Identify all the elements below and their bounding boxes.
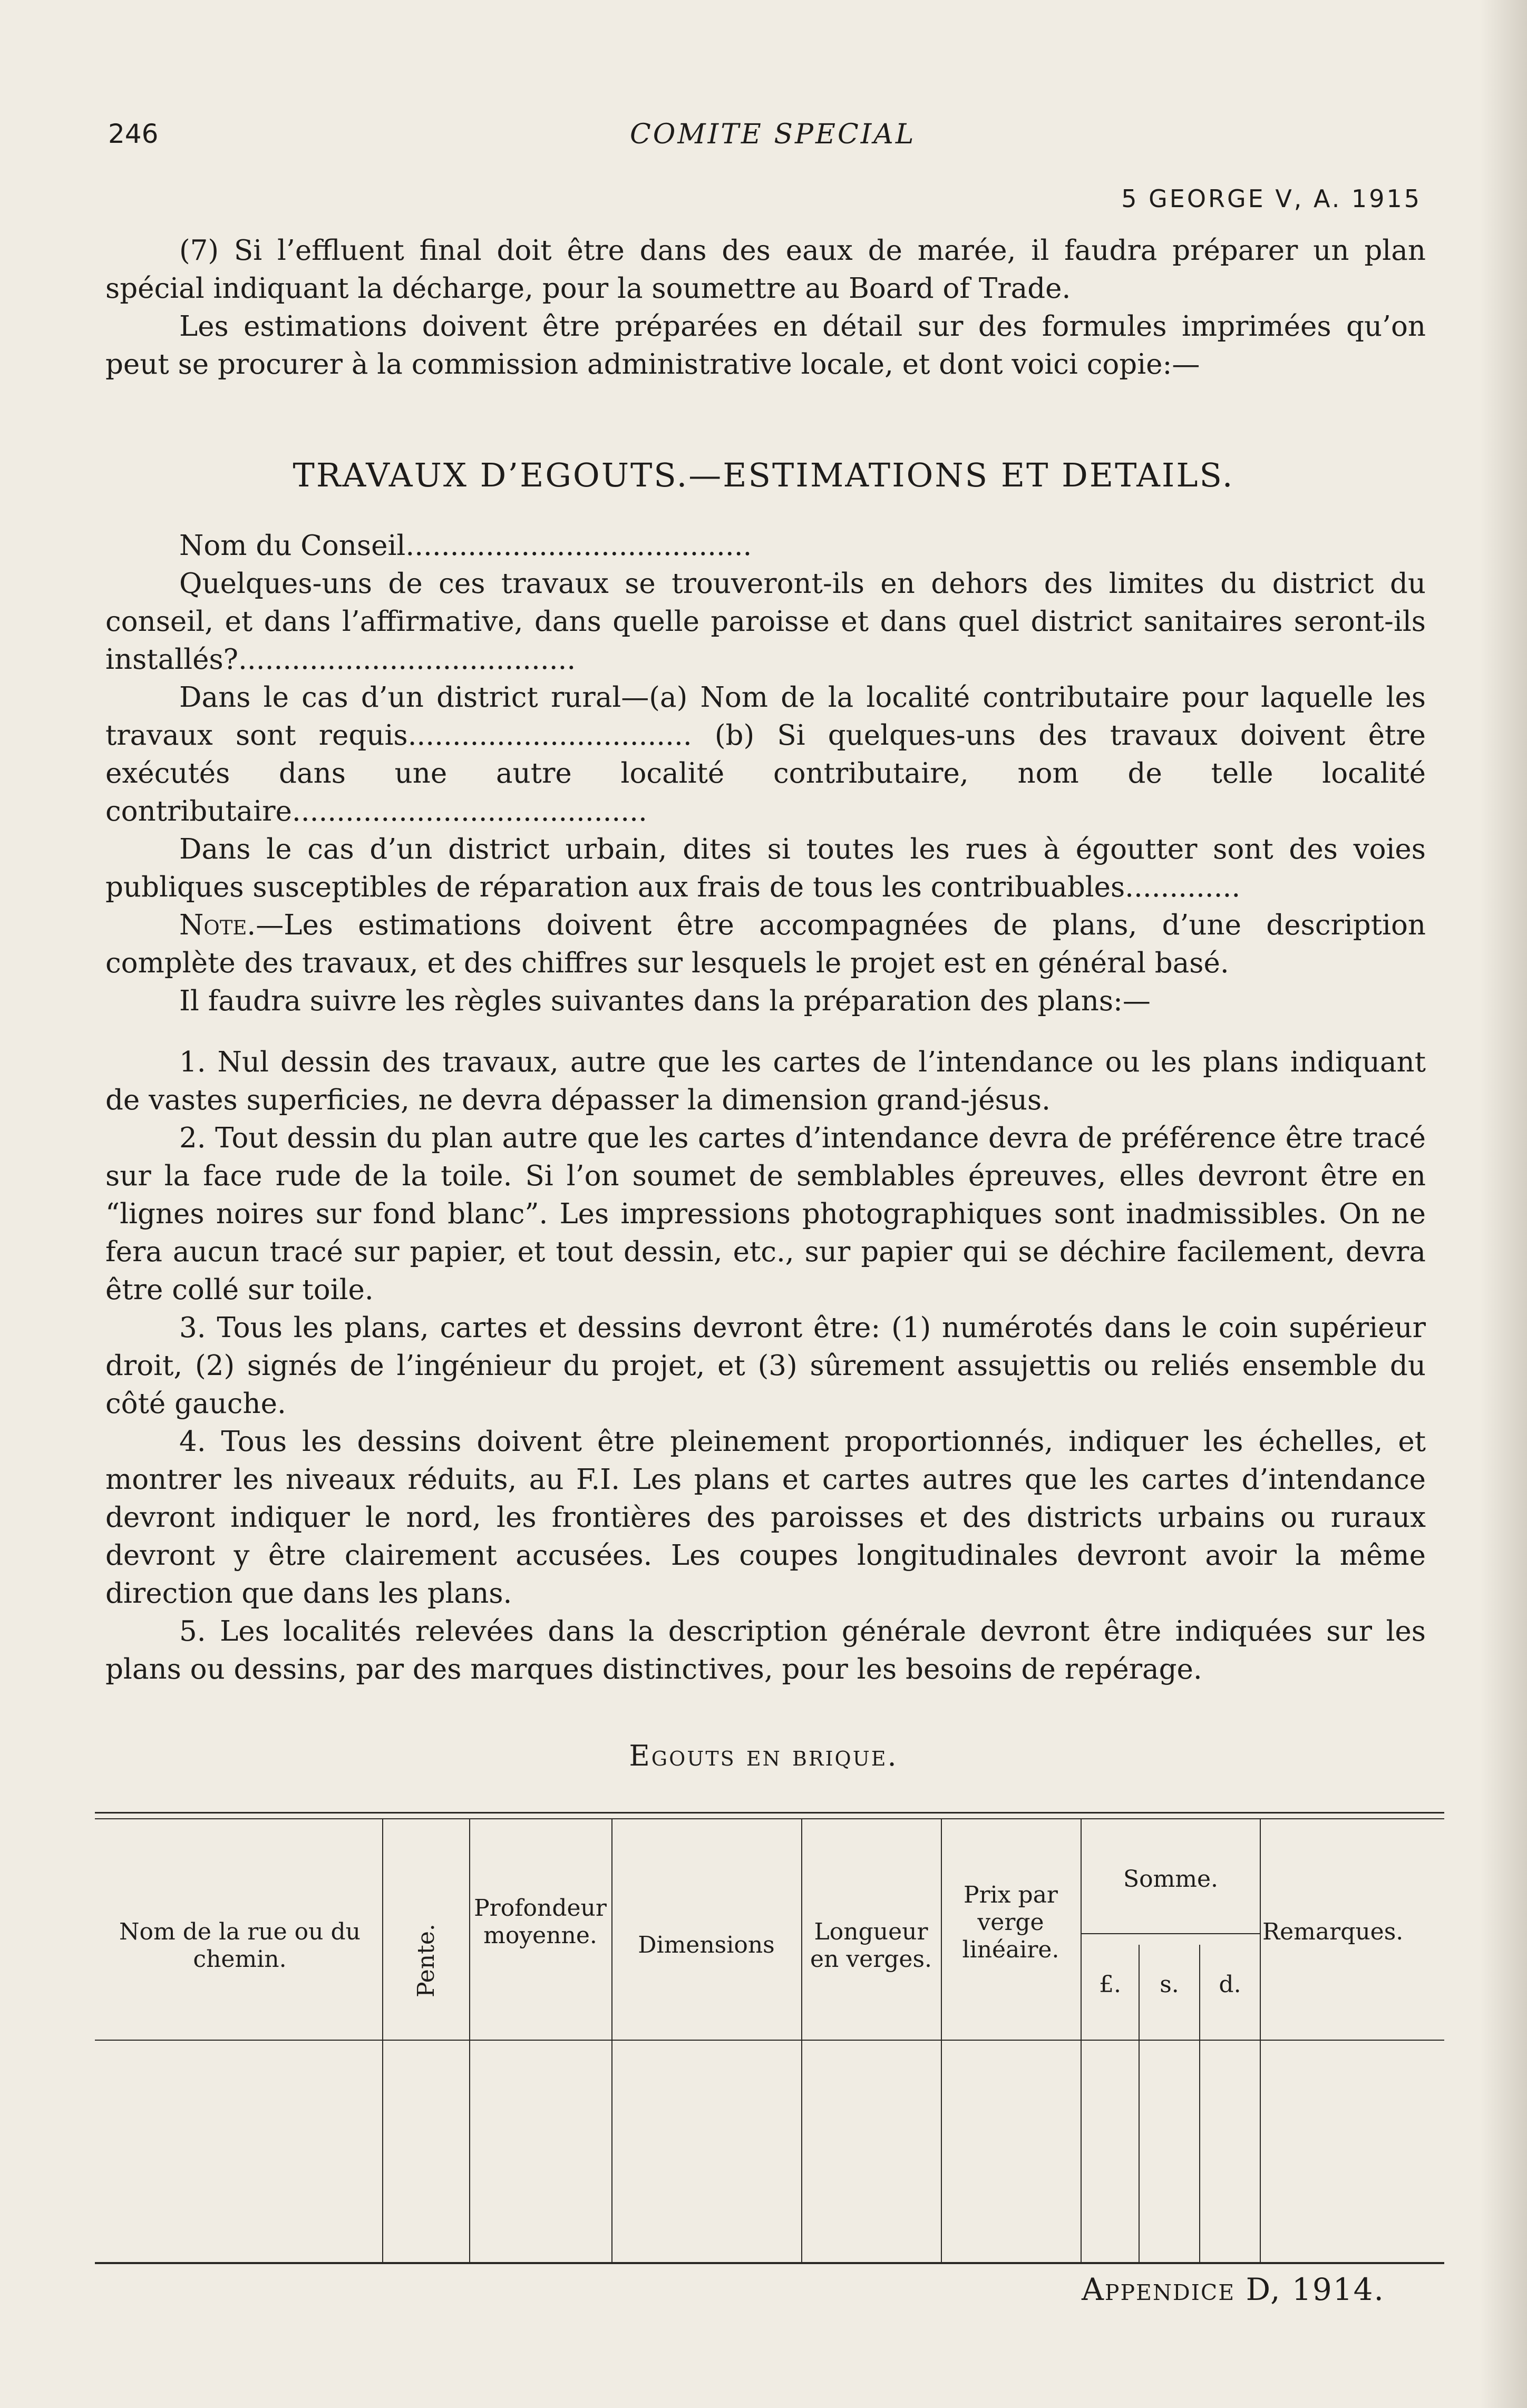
form-question-council: Nom du Conseil....................................... xyxy=(179,530,752,562)
table-top-rule-inner xyxy=(95,1818,1444,1819)
header-length: Longueur en verges. xyxy=(810,1918,932,1973)
header-remarks: Remarques. xyxy=(1262,1918,1404,1945)
page-edge-shadow xyxy=(1480,0,1527,2408)
rule-5: 5. Les localités relevées dans la description générale devront être indiquées sur les plans ou dessins, par des marques distinctives, pour les besoins de repérage. xyxy=(105,1615,1426,1685)
table-bottom-rule xyxy=(95,2262,1444,2264)
sum-subheader-rule xyxy=(1082,1933,1260,1934)
rules-intro: Il faudra suivre les règles suivantes dans la préparation des plans:— xyxy=(179,985,1151,1017)
session-label: 5 GEORGE V, A. 1915 xyxy=(1121,184,1422,213)
col-sep-5 xyxy=(941,1819,942,2262)
col-sep-1 xyxy=(382,1819,383,2262)
form-note: Note.—Les estimations doivent être accompagnées de plans, d’une description complète des travaux, et des chiffres sur lesquels le projet est en général basé. xyxy=(105,909,1426,979)
form-question-urban-district: Dans le cas d’un district urbain, dites si toutes les rues à égoutter sont des voies publiques susceptibles de réparation aux frais de tous les contribuables............. xyxy=(105,833,1426,903)
rule-1: 1. Nul dessin des travaux, autre que les cartes de l’intendance ou les plans indiquant de vastes superficies, ne devra dépasser la dimension grand-jésus. xyxy=(105,1046,1426,1116)
header-bottom-rule xyxy=(95,2040,1444,2041)
header-pence: d. xyxy=(1219,1971,1241,1998)
col-sep-2 xyxy=(469,1819,470,2262)
header-price: Prix par verge linéaire. xyxy=(962,1881,1059,1963)
intro-paragraph-1: (7) Si l’effluent final doit être dans des eaux de marée, il faudra préparer un plan spécial indiquant la décharge, pour la soumettre au Board of Trade. xyxy=(105,235,1426,305)
header-sum: Somme. xyxy=(1123,1866,1219,1893)
rule-3: 3. Tous les plans, cartes et dessins devront être: (1) numérotés dans le coin supérieur droit, (2) signés de l’ingénieur du projet, et (3) sûrement assujettis ou reliés ensemble du côté gauche. xyxy=(105,1312,1426,1420)
header-slope: Pente. xyxy=(412,1924,440,1997)
header-depth: Profondeur moyenne. xyxy=(474,1895,607,1949)
col-sep-4 xyxy=(801,1819,802,2262)
header-name: Nom de la rue ou du chemin. xyxy=(119,1918,361,1973)
intro-paragraph-2: Les estimations doivent être préparées en détail sur des formules imprimées qu’on peut se procurer à la commission administrative locale, et dont voici copie:— xyxy=(105,310,1426,381)
form-question-outside-limits: Quelques-uns de ces travaux se trouveront-ils en dehors des limites du district du conseil, et dans l’affirmative, dans quelle paroisse et dans quel district sanitaires seront-ils installés?...................................... xyxy=(105,568,1426,676)
footer-appendix: Appendice D, 1914. xyxy=(1081,2271,1385,2307)
header-dimensions: Dimensions xyxy=(638,1932,775,1958)
rule-2: 2. Tout dessin du plan autre que les cartes d’intendance devra de préférence être tracé sur la face rude de la toile. Si l’on soumet de semblables épreuves, elles devront être en “lignes noires sur fond blanc”. Les impressions photographiques sont inadmissibles. On ne fera aucun tracé sur papier, et tout dessin, etc., sur papier qui se déchire facilement, devra être collé sur toile. xyxy=(105,1122,1426,1306)
col-sep-3 xyxy=(611,1819,612,2262)
table-title: Egouts en brique. xyxy=(629,1739,898,1772)
table-top-rule xyxy=(95,1812,1444,1814)
page-number: 246 xyxy=(108,119,159,149)
form-question-rural-district: Dans le cas d’un district rural—(a) Nom de la localité contributaire pour laquelle les travaux sont requis................................ (b) Si quelques-uns des travaux doivent être exécutés dans une autre localité contributaire, nom de telle localité contributaire........................................ xyxy=(105,681,1426,827)
section-heading: TRAVAUX D’EGOUTS.—ESTIMATIONS ET DETAILS. xyxy=(293,456,1234,494)
header-shillings: s. xyxy=(1160,1971,1179,1998)
rule-4: 4. Tous les dessins doivent être pleinement proportionnés, indiquer les échelles, et montrer les niveaux réduits, au F.I. Les plans et cartes autres que les cartes d’intendance devront indiquer le nord, les frontières des paroisses et des districts urbains ou ruraux devront y être clairement accusées. Les coupes longitudinales devront avoir la même direction que dans les plans. xyxy=(105,1426,1426,1610)
header-pounds: £. xyxy=(1099,1971,1121,1998)
running-title: COMITE SPECIAL xyxy=(630,119,916,150)
col-sep-9 xyxy=(1260,1819,1261,2262)
